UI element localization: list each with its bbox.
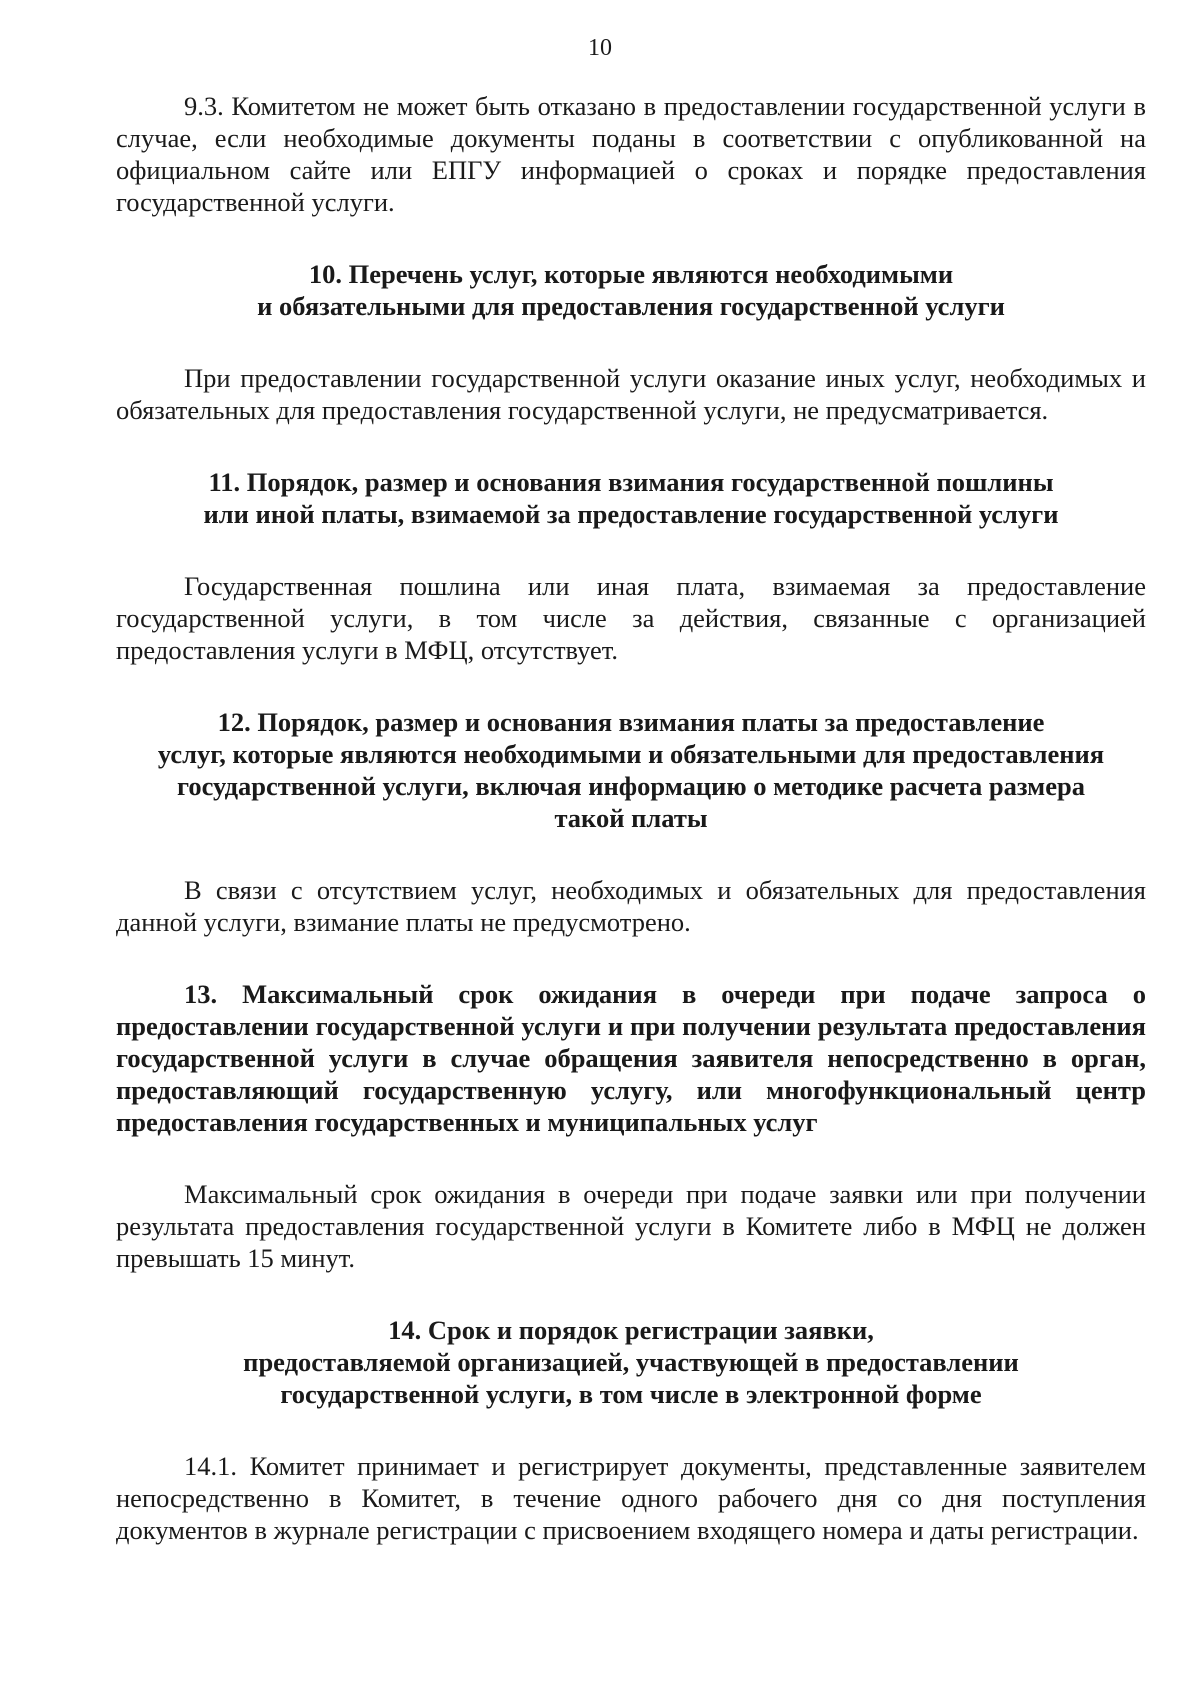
heading-line: услуг, которые являются необходимыми и обязательными для предоставления	[157, 739, 1105, 769]
paragraph-section-12: В связи с отсутствием услуг, необходимых и обязательных для предоставления данной услуги, взимание платы не предусмотрено.	[116, 875, 1146, 937]
heading-line: такой платы	[554, 803, 708, 833]
heading-line: государственной услуги, включая информацию о методике расчета размера	[177, 771, 1085, 801]
heading-section-14	[116, 1314, 1146, 1410]
paragraph-section-13: Максимальный срок ожидания в очереди при подаче заявки или при получении результата предоставления государственной услуги в Комитете либо в МФЦ не должен превышать 15 минут.	[116, 1179, 1146, 1273]
heading-section-11	[116, 466, 1146, 530]
heading-line: 11. Порядок, размер и основания взимания государственной пошлины	[208, 467, 1054, 497]
heading-line: 10. Перечень услуг, которые являются необходимыми	[308, 259, 954, 289]
heading-section-13: 13. Максимальный срок ожидания в очереди при подаче запроса о предоставлении государственной услуги и при получении результата предоставления государственной услуги в случае обращения заявителя непосредственно в орган, предоставляющий государственную услугу, или многофункциональный центр предоставления государственных и муниципальных услуг	[116, 979, 1146, 1137]
heading-line: 12. Порядок, размер и основания взимания платы за предоставление	[217, 707, 1045, 737]
document-body	[116, 90, 1146, 1546]
heading-line: и обязательными для предоставления государственной услуги	[257, 291, 1005, 321]
paragraph-section-11: Государственная пошлина или иная плата, взимаемая за предоставление государственной услуги, в том числе за действия, связанные с организацией предоставления услуги в МФЦ, отсутствует.	[116, 571, 1146, 665]
heading-section-10	[116, 258, 1146, 322]
paragraph-14-1: 14.1. Комитет принимает и регистрирует документы, представленные заявителем непосредственно в Комитет, в течение одного рабочего дня со дня поступления документов в журнале регистрации с присвоением входящего номера и даты регистрации.	[116, 1451, 1146, 1545]
paragraph-9-3: 9.3. Комитетом не может быть отказано в предоставлении государственной услуги в случае, если необходимые документы поданы в соответствии с опубликованной на официальном сайте или ЕПГУ информацией о сроках и порядке предоставления государственной услуги.	[116, 91, 1146, 217]
heading-line: государственной услуги, в том числе в электронной форме	[280, 1379, 982, 1409]
heading-line: предоставляемой организацией, участвующей в предоставлении	[243, 1347, 1019, 1377]
heading-line: 14. Срок и порядок регистрации заявки,	[388, 1315, 874, 1345]
heading-line: или иной платы, взимаемой за предоставление государственной услуги	[203, 499, 1059, 529]
heading-section-12	[116, 706, 1146, 834]
page-number: 10	[588, 35, 612, 61]
paragraph-section-10: При предоставлении государственной услуги оказание иных услуг, необходимых и обязательных для предоставления государственной услуги, не предусматривается.	[116, 363, 1146, 425]
